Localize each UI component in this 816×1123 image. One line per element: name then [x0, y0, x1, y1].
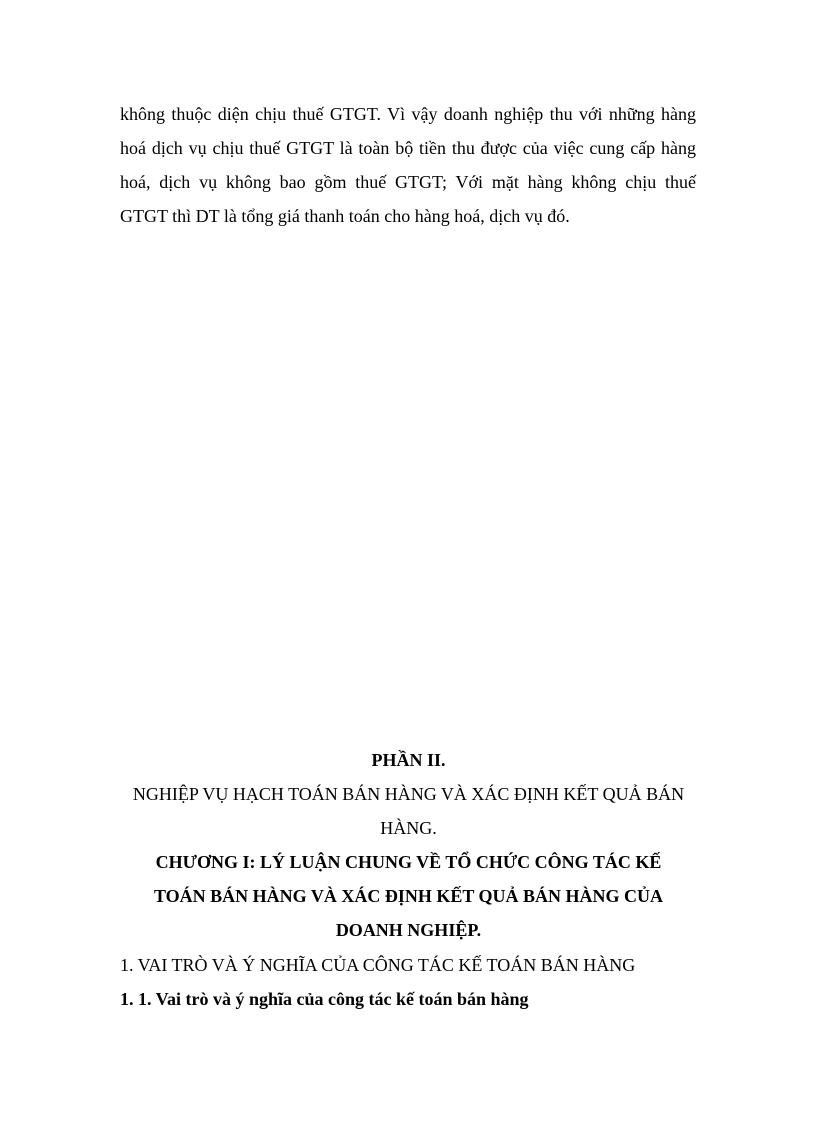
part-subtitle-line: NGHIỆP VỤ HẠCH TOÁN BÁN HÀNG VÀ XÁC ĐỊNH KẾT QUẢ BÁN — [132, 784, 685, 804]
paragraph-line: GTGT thì DT là tổng giá thanh toán cho hàng hoá, dịch vụ đó. — [120, 206, 570, 226]
part-subtitle-line: HÀNG. — [380, 818, 437, 838]
chapter-title-line: DOANH NGHIỆP. — [335, 920, 482, 940]
section-heading: 1. VAI TRÒ VÀ Ý NGHĨA CỦA CÔNG TÁC KẾ TOÁN BÁN HÀNG — [120, 955, 636, 975]
part-subtitle — [120, 777, 697, 845]
chapter-title-line: TOÁN BÁN HÀNG VÀ XÁC ĐỊNH KẾT QUẢ BÁN HÀNG CỦA — [153, 886, 664, 906]
chapter-title — [120, 845, 697, 947]
paragraph-line: hoá dịch vụ chịu thuế GTGT là toàn bộ tiền thu được của việc cung cấp hàng — [120, 138, 696, 158]
paragraph-line: hoá, dịch vụ không bao gồm thuế GTGT; Với mặt hàng không chịu thuế — [120, 172, 696, 192]
part-title: PHẦN II. — [371, 750, 446, 770]
intro-paragraph — [120, 97, 696, 233]
chapter-title-line: CHƯƠNG I: LÝ LUẬN CHUNG VỀ TỔ CHỨC CÔNG TÁC KẾ — [155, 852, 662, 872]
paragraph-line: không thuộc diện chịu thuế GTGT. Vì vậy doanh nghiệp thu với những hàng — [120, 104, 696, 124]
subsection-heading: 1. 1. Vai trò và ý nghĩa của công tác kế toán bán hàng — [120, 989, 529, 1009]
